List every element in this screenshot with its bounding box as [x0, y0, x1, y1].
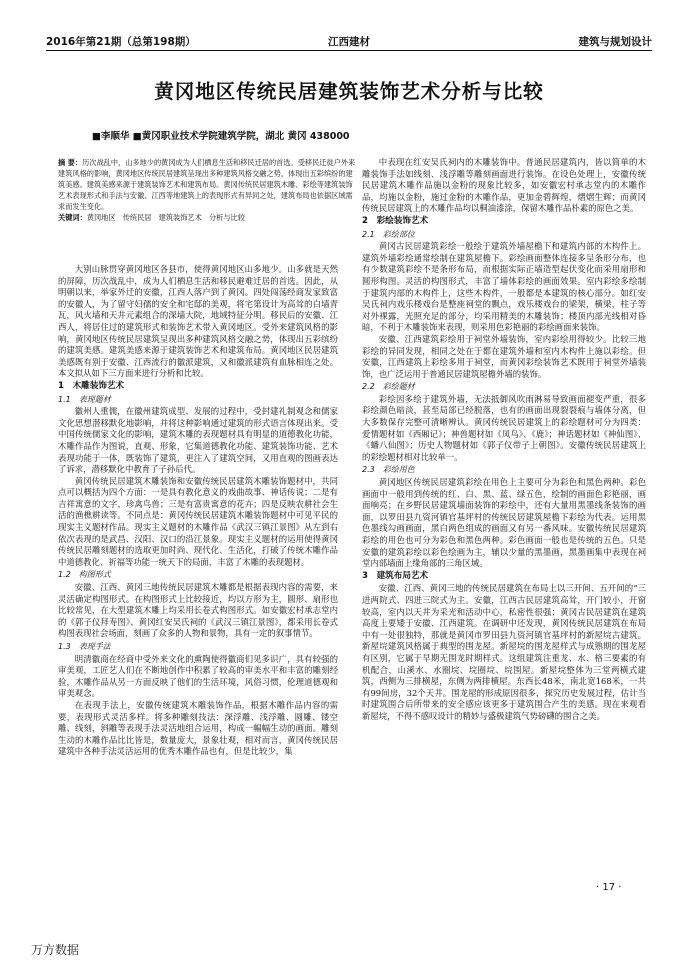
body-paragraph: 黄冈地区传统民居建筑彩绘在用色上主要可分为彩色和黑色两种。彩色画面中一般用到传统的红、白、黑、蓝、绿五色，绘制的画面色彩艳丽，画面响亮；在乡野民居建筑墙面装饰的彩绘中，还有大量用黑墨线条装饰的画面，以罗田县九资河镇官基坪村的传统民居建筑屋檐下彩绘为代表。运用黑色墨线勾画画面，黑白两色组成的画面又有另一番风味。安徽传统民居建筑彩绘的用色也可分为彩色和黑色两种。彩色画面一般也是传统的五色。只是安徽的建筑彩绘以彩色绘画为主，辅以少量的黑墨画，黑墨画集中表现在祠堂内部墙面上缘角部的三角区域。: [362, 477, 646, 569]
body-paragraph: 黄冈古民居建筑彩绘一般绘于建筑外墙屋檐下和建筑内部的木构件上。建筑外墙彩绘通常绘制在建筑屋檐下。彩绘画面整体连接多呈条形分布，也有少数建筑彩绘不是条形布局，而根据实际正墙造型起伏变化而采用扇形和圆形构图。灵活的构图形式，丰富了墙体彩绘的画面效果。室内彩绘多绘制于建筑内部的木构件上，这些木构件，一般都是本建筑的核心部分。如红安吴氏祠内戏乐楼戏台是整座祠堂的飘点，戏乐楼戏台的梁架，横梁，柱子等对外裸露，光照充足的部分，均采用精美的木雕装饰；楼顶内部光线相对昏暗，不利于木雕装饰来表现，则采用色彩艳丽的彩绘画面来装饰。: [362, 241, 646, 333]
page-number: · 17 ·: [596, 882, 622, 893]
abstract-text: 历次战乱中，山多地少的黄冈成为人们栖息生活和移民迁居的首选。受移民迁徙户外来建筑风格的影响，黄冈地区传统民居建筑呈现出多种建筑风格交融之势，体现出五彩缤纷的建筑美感。建筑美感来源于建筑装饰艺术和建筑布局。黄冈传统民居建筑木雕、彩绘等建筑装饰艺术表现形式和手法与安徽、江西等地建筑上的表现形式有异同之处，建筑布局也依据区域需求而发生变化。: [58, 158, 356, 211]
body-paragraph: 大别山脉贯穿黄冈地区各县市，使得黄冈地区山多地少。山多就是天然的屏障，历次战乱中，成为人们栖息生活和移民避难迁居的首选。因此，从明朝以来，举家外迁的安徽，江西人落户到了黄冈。四处闯荡经商发家致富的安徽人，为了留守妇孺的安全和宅邸的美观，将宅第设计为高耸的白墙青瓦，风火墙和天井元素组合的深墙大院，地域特征分明。移民后的安徽、江西人，将居住过的建筑形式和装饰艺术带入黄冈地区。受外来建筑风格的影响，黄冈地区传统民居建筑呈现出多种建筑风格交融之势，体现出五彩缤纷的建筑美感。建筑美感来源于建筑装饰艺术和建筑布局。黄冈地区民居建筑美感既有别于安徽、江西流行的徽派建筑，又和徽派建筑有血脉相连之处。本文拟从如下三方面来进行分析和比较。: [58, 264, 338, 379]
keywords-line: [58, 212, 358, 223]
body-paragraph: 在表现手法上，安徽传统建筑木雕装饰作品，根据木雕作品内容的需要，表现形式灵活多样。将多种雕刻技法：深浮雕、浅浮雕、圆雕、镂空雕、线刻，斜雕等表现手法灵活地组合运用，构成一幅幅生动的画面。雕刻生动的木雕作品比比皆是，数量庞大，景象壮观，相对而言，黄冈传统民居建筑中各种手法灵活运用的优秀木雕作品也有，但是比较少，集: [58, 699, 338, 757]
subsection-heading: 1.3 表现手法: [58, 642, 111, 651]
header-rule: [46, 50, 652, 51]
left-column: [58, 264, 338, 758]
keywords-text: 黄冈地区 传统民居 建筑装饰艺术 分析与比较: [86, 213, 245, 222]
author-line: ■李顺华 ■黄冈职业技术学院建筑学院，湖北 黄冈 438000: [92, 131, 350, 142]
abstract-paragraph: [58, 157, 358, 212]
abstract-block: [58, 157, 358, 223]
subsection-heading: 1.2 构图形式: [58, 570, 111, 580]
body-paragraph: 安徽、江西、黄冈三地的传统民居建筑在布局上以三开间、五开间的“三进两院式、四进三院式为主。安徽，江西古民居建筑高耸，开门较小，开窗较高，室内以天井为采光和活动中心，私密性很强；黄冈古民居建筑在建筑高度上要矮于安徽、江西建筑。在调研中还发现，黄冈传统民居建筑在布局中有一处很独特，那就是黄冈市罗田县九资河镇官基坪村的新屋垸古建筑。新屋垸建筑风格属于典型的围龙屋。新屋垸的围龙屋样式与成熟期的围龙屋有区别，它属于早期无围龙时期样式。这组建筑注重龙、水、格三要素的有机配合，山溪水、水圈垸、垸圈垸、垸围屋。新屋垸整体为三堂两横式建筑，西侧为三排横屋，东侧为两排横屋。东西长48米，南北宽168米，一共有99间房，32个天井。围龙屋的形成原因很多，探究历史发展过程，估计当时建筑围合后所带来的安全感应该更多于建筑围合产生的美感。现在来观看新屋垸，不得不感叹设计的精妙与盛极建筑气势磅礴的围合之美。: [362, 583, 646, 721]
keywords-label: 关键词：: [58, 213, 87, 222]
journal-name: 江西建材: [328, 36, 370, 48]
right-column: [362, 157, 646, 723]
subsection-heading: 2.3 彩绘用色: [362, 465, 415, 475]
section-heading: 2 彩绘装饰艺术: [362, 215, 429, 226]
body-paragraph: 黄冈传统民居建筑木雕装饰和安徽传统民居建筑木雕装饰题材中，共同点可以概括为四个方面：一是具有教化意义的戏曲故事、神话传说；二是有吉祥寓意的文字、珍禽鸟兽；三是有富贵寓意的花卉；四是反映农耕社会生活的渔樵耕读等。不同点是：黄冈传统民居建筑木雕装饰题材中可见平民的现实主义题材作品。现实主义题材的木雕作品《武汉三镇江景图》从左到右依次表现的是武昌、汉阳、汉口的沿江景象。现实主义题材的运用使得黄冈传统民居雕刻题材的选取更加时尚、现代化、生活化，打破了传统木雕作品中道德教化、祈福等功能一统天下的局面，丰富了木雕的表现题材。: [58, 475, 338, 567]
body-paragraph: 明清徽商在经商中受外来文化的熏陶使得徽商们见多识广，具有较强的审美观，工匠艺人们在不断地创作中积累了较高的审美水平和丰富的雕刻经验，木雕作品从另一方面反映了他们的生活环境，风俗习惯，伦理道德观和审美观念。: [58, 653, 338, 699]
body-paragraph: 彩绘因多绘于建筑外墙，无法抵御风吹雨淋易导致画面褪变严重，很多彩绘颜色暗淡，甚至局部已经脱落，也有的画面出现裂裂痕与墙体分离，但大多数保存完整可清晰辨认。黄冈传统民居建筑上的彩绘题材可分为四类：爱情题材如《西厢记》；神兽题材如《凤鸟》、《鹿》；神话题材如《神仙图》、《蟠八仙图》；历史人物题材如《郭子仪带子上朝图》。安徽传统民居建筑上的彩绘题材相对比较单一。: [362, 393, 646, 462]
footer-watermark: 万方数据: [31, 943, 80, 957]
body-paragraph: 安徽、江西建筑彩绘用于祠堂外墙装饰，室内彩绘用得较少。比较三地彩绘的异同发现，相同之处在于都在建筑外墙和室内木构件上施以彩绘。但安徽，江西建筑上彩绘多用于祠堂，而黄冈彩绘装饰艺术既用于祠堂外墙装饰，也广泛运用于普通民居建筑屋檐外墙的装饰。: [362, 333, 646, 379]
section-heading: 1 木雕装饰艺术: [58, 380, 125, 391]
body-paragraph: 中表现在红安吴氏祠内的木雕装饰中。普通民居建筑内，皆以简单的木雕装饰手法如线刻、浅浮雕等雕刻画面进行装饰。在设色处理上，安徽传统民居建筑木雕作品施以金粉的现象比较多，如安徽宏村承志堂内的木雕作品，均施以金粉，施过金粉的木雕作品，更加金碧辉煌，熠熠生辉；而黄冈传统民居建筑上的木雕作品均以桐油漆涂，保留木雕作品朴素的原色之美。: [362, 157, 646, 214]
subsection-heading: 1.1 表现题材: [58, 394, 111, 404]
abstract-label: 摘 要：: [58, 158, 83, 167]
issue-info: 2016年第21期（总第198期）: [46, 36, 196, 48]
article-title: 黄冈地区传统民居建筑装饰艺术分析与比较: [154, 80, 544, 103]
body-paragraph: 安徽、江西、黄冈三地传统民居建筑木雕都是根据表现内容的需要，来灵活确定构图形式。在构图形式上比较接近，均以方形为主，圆形、扇形也比较常见，在大型建筑木雕上均采用长卷式构图形式。如安徽宏村承志堂内的《郭子仪拜寿图》、黄冈红安吴氏祠的《武汉三镇江景图》，都采用长卷式构图表现社会场面，刻画了众多的人物和景物，具有一定的叙事情节。: [58, 582, 338, 639]
section-name: 建筑与规划设计: [578, 36, 652, 48]
subsection-heading: 2.2 彩绘题材: [362, 382, 415, 392]
running-header: [46, 34, 652, 50]
body-paragraph: 徽州人重儒，在徽州建筑成型、发展的过程中，受封建礼制观念和儒家文化思想潜移默化地影响，并将这种影响通过建筑的形式语言体现出来。受中国传统儒家文化的影响，建筑木雕的表现题材具有明显的道德教化功能，木雕作品作为图说，直观、形象，它集道德教化功能、建筑装饰功能、艺术表现功能于一体，既装饰了建筑，更注入了建筑空间，又用直观的图画表达了诉求，潜移默化中教育了子孙后代。: [58, 406, 338, 475]
subsection-heading: 2.1 彩绘部位: [362, 229, 415, 239]
section-heading: 3 建筑布局艺术: [362, 570, 429, 581]
